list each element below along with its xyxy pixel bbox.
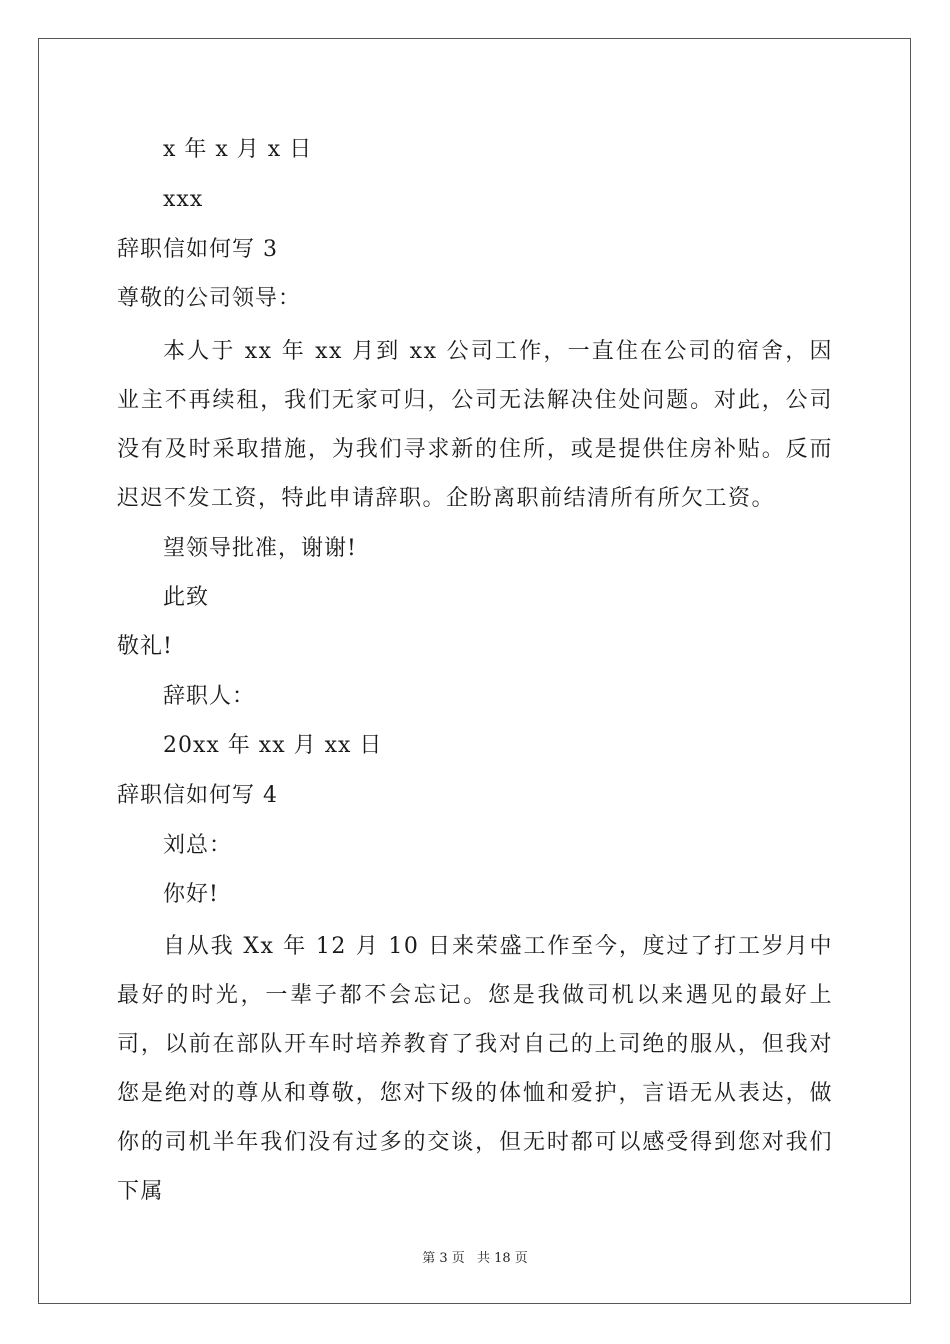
date-line: x 年 x 月 x 日 — [163, 137, 313, 162]
closing-line-3a: 此致 — [163, 585, 210, 610]
salutation-3: 尊敬的公司领导： — [117, 286, 302, 311]
signer-line-3: 辞职人： — [163, 684, 256, 709]
section-heading-3: 辞职信如何写 3 — [117, 237, 278, 262]
body-paragraph-4: 自从我 Xx 年 12 月 10 日来荣盛工作至今，度过了打工岁月中最好的时光，一辈子都不会忘记。您是我做司机以来遇见的最好上司，以前在部队开车时培养教育了我对自己的上司绝的服从，但我对您是绝对的尊从和尊敬，您对下级的体恤和爱护，言语无从表达，做你的司机半年我们没有过多的交谈，但无时都可以感受得到您对我们下属 — [117, 934, 833, 1204]
salutation-4: 刘总： — [163, 833, 233, 858]
closing-line-3b: 敬礼! — [117, 634, 173, 659]
body-paragraph-3: 本人于 xx 年 xx 月到 xx 公司工作，一直住在公司的宿舍，因业主不再续租，我们无家可归，公司无法解决住处问题。对此，公司没有及时采取措施，为我们寻求新的住所，或是提供住房补贴。反而迟迟不发工资，特此申请辞职。企盼离职前结清所有所欠工资。 — [117, 339, 833, 511]
greeting-4: 你好! — [163, 882, 219, 907]
page-number: 第 3 页 — [422, 1251, 465, 1266]
page-total: 共 18 页 — [476, 1251, 528, 1266]
request-line-3: 望领导批准，谢谢! — [163, 536, 357, 561]
section-heading-4: 辞职信如何写 4 — [117, 783, 278, 808]
date-line-3: 20xx 年 xx 月 xx 日 — [163, 733, 383, 758]
page-footer — [0, 1247, 950, 1266]
name-line: xxx — [163, 187, 204, 212]
